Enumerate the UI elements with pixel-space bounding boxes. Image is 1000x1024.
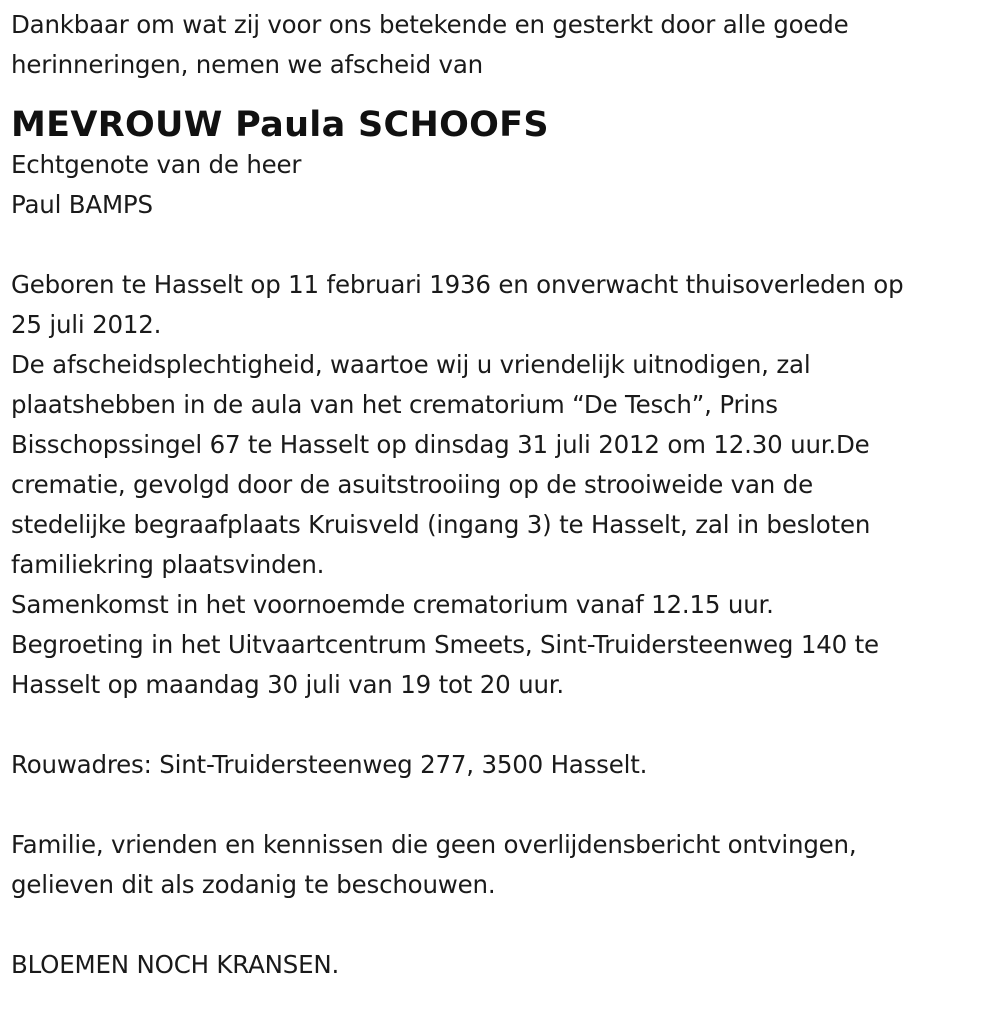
details-line: Samenkomst in het voornoemde crematorium vanaf 12.15 uur. (11, 590, 774, 619)
details-line: 25 juli 2012. (11, 310, 162, 339)
notice-line-2: gelieven dit als zodanig te beschouwen. (11, 870, 496, 899)
closing-line: BLOEMEN NOCH KRANSEN. (11, 950, 340, 979)
details-line: Begroeting in het Uitvaartcentrum Smeets, Sint-Truidersteenweg 140 te (11, 630, 879, 659)
details-line: Hasselt op maandag 30 juli van 19 tot 20 uur. (11, 670, 565, 699)
details-line: stedelijke begraafplaats Kruisveld (ingang 3) te Hasselt, zal in besloten (11, 510, 871, 539)
intro-line-2: herinneringen, nemen we afscheid van (11, 50, 483, 79)
deceased-name: MEVROUW Paula SCHOOFS (11, 105, 549, 145)
details-line: plaatshebben in de aula van het crematorium “De Tesch”, Prins (11, 390, 778, 419)
spacer (11, 785, 996, 825)
relation-line-1: Echtgenote van de heer (11, 150, 302, 179)
mourning-address: Rouwadres: Sint-Truidersteenweg 277, 3500 Hasselt. (11, 750, 648, 779)
details-line: crematie, gevolgd door de asuitstrooiing op de strooiweide van de (11, 470, 813, 499)
details-line: Geboren te Hasselt op 11 februari 1936 en onverwacht thuisoverleden op (11, 270, 904, 299)
details-line: De afscheidsplechtigheid, waartoe wij u vriendelijk uitnodigen, zal (11, 350, 811, 379)
spacer (11, 225, 996, 265)
details-line: familiekring plaatsvinden. (11, 550, 325, 579)
notice-line-1: Familie, vrienden en kennissen die geen overlijdensbericht ontvingen, (11, 830, 857, 859)
relation-line-2: Paul BAMPS (11, 190, 153, 219)
spacer (11, 705, 996, 745)
details-line: Bisschopssingel 67 te Hasselt op dinsdag 31 juli 2012 om 12.30 uur.De (11, 430, 870, 459)
intro-line-1: Dankbaar om wat zij voor ons betekende en gesterkt door alle goede (11, 10, 849, 39)
details-paragraph (11, 265, 996, 705)
spacer (11, 905, 996, 945)
obituary-notice (11, 5, 996, 985)
